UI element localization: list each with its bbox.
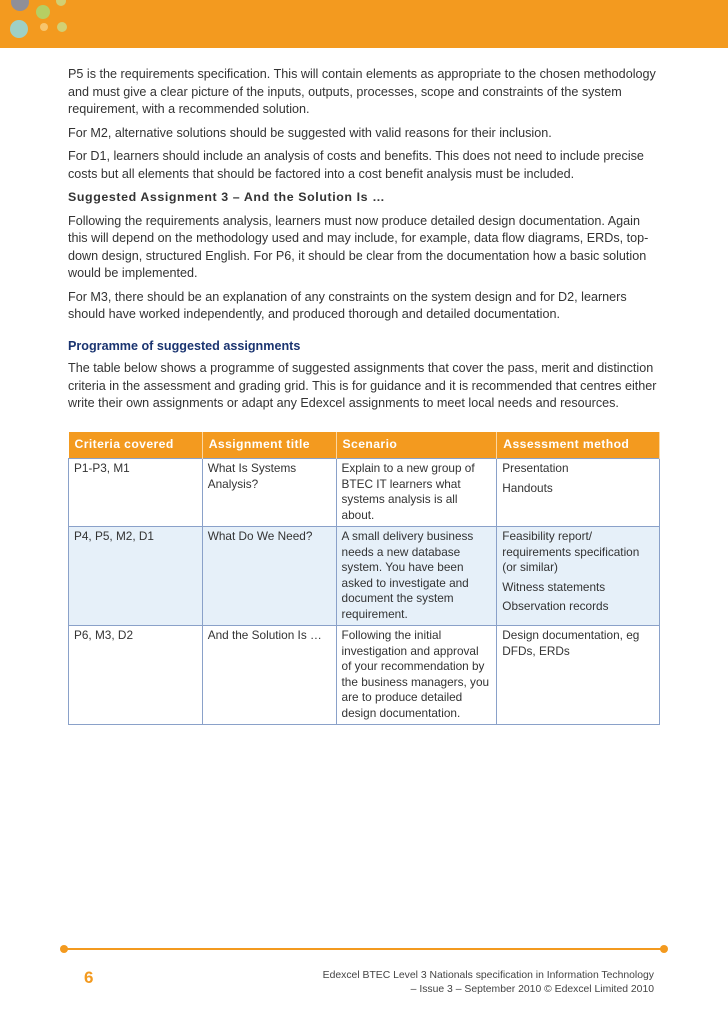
method-item: Feasibility report/ requirements specification (or similar) [502,529,640,574]
footer-dot [60,945,68,953]
cell-title: What Is Systems Analysis? [202,459,336,527]
method-item: Observation records [502,599,609,613]
method-item: Handouts [502,480,553,495]
cell-method [497,459,660,527]
method-item: Witness statements [502,579,606,594]
header-criteria: Criteria covered [69,432,203,459]
page-number: 6 [84,968,94,987]
table-row [69,527,660,626]
method-item: Design documentation, eg DFDs, ERDs [502,628,640,658]
cell-criteria: P4, P5, M2, D1 [69,527,203,626]
footer-line-2: – Issue 3 – September 2010 © Edexcel Limited 2010 [410,984,654,995]
decorative-dot [56,0,66,6]
cell-method [497,626,660,725]
cell-title: What Do We Need? [202,527,336,626]
programme-intro: The table below shows a programme of suggested assignments that cover the pass, merit and distinction criteria in the assessment and grading grid. This is for guidance and it is recommended that centres either write their own assignments or adapt any Edexcel assignments to meet local needs and resources. [68,361,657,410]
header-title: Assignment title [202,432,336,459]
paragraph-p5: P5 is the requirements specification. This will contain elements as appropriate to the chosen methodology and must give a clear picture of the inputs, outputs, processes, scope and constraints of the system requirement, with a recommended solution. [68,67,656,116]
footer-dot [660,945,668,953]
paragraph-d1: For D1, learners should include an analysis of costs and benefits. This does not need to include precise costs but all elements that should be factored into a cost benefit analysis must be included. [68,149,644,181]
paragraph-m3-d2: For M3, there should be an explanation of any constraints on the system design and for D2, learners should have worked independently, and produced thorough and detailed documentation. [68,289,627,321]
assignments-table [68,432,660,725]
footer-line-1: Edexcel BTEC Level 3 Nationals specification in Information Technology [322,970,654,981]
cell-title: And the Solution Is … [202,626,336,725]
cell-scenario: Explain to a new group of BTEC IT learners what systems analysis is all about. [336,459,497,527]
method-item: Presentation [502,461,569,475]
table-row [69,626,660,725]
cell-criteria: P1-P3, M1 [69,459,203,527]
decorative-dot [11,0,29,11]
header-method: Assessment method [497,432,660,459]
decorative-dot [40,23,48,31]
decorative-dot [10,20,28,38]
header-band [0,0,728,48]
paragraph-m2: For M2, alternative solutions should be suggested with valid reasons for their inclusion. [68,125,552,140]
cell-scenario: Following the initial investigation and approval of your recommendation by the business managers, you are to produce detailed design documentation. [336,626,497,725]
footer-text [320,969,654,997]
table-row [69,459,660,527]
programme-heading: Programme of suggested assignments [68,338,301,353]
header-scenario: Scenario [336,432,497,459]
cell-method [497,527,660,626]
decorative-dot [57,22,67,32]
footer-rule [64,948,664,950]
assignment3-heading: Suggested Assignment 3 – And the Solution Is … [68,190,386,204]
body-content [68,66,660,419]
paragraph-design: Following the requirements analysis, learners must now produce detailed design documentation. Again this will depend on the methodology used and may include, for example, data flow diagrams, ERDs, top-down design, structured English. For P6, it should be clear from the documentation how a basic solution would be implemented. [68,213,649,280]
decorative-dot [36,5,50,19]
cell-criteria: P6, M3, D2 [69,626,203,725]
table-header-row [69,432,660,459]
cell-scenario: A small delivery business needs a new database system. You have been asked to investigate and document the system requirement. [336,527,497,626]
